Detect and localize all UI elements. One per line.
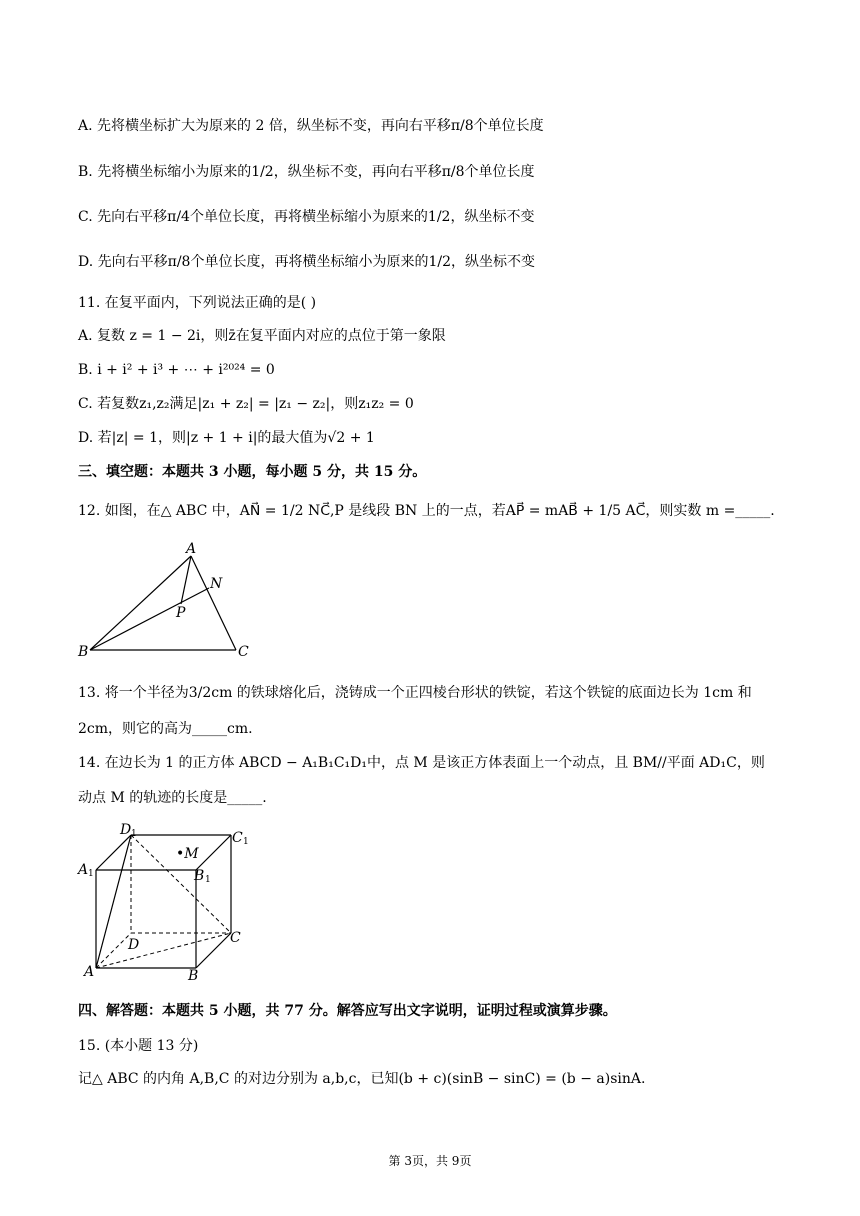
vertex-sub-a1: 1 [88, 869, 94, 879]
question-15-title: 15. (本小题 13 分) [78, 1038, 199, 1054]
option-10d: D. 先向右平移π/8个单位长度，再将横坐标缩小为原来的1/2，纵坐标不变 [78, 254, 535, 270]
vertex-label-d1: D [120, 822, 132, 838]
option-11a: A. 复数 z = 1 − 2i，则z̄在复平面内对应的点位于第一象限 [78, 328, 446, 344]
question-14-line2: 动点 M 的轨迹的长度是_____. [78, 790, 267, 806]
point-label-n: N [210, 576, 223, 592]
triangle-figure [76, 538, 256, 662]
vertex-label-c: C [238, 644, 249, 660]
vertex-label-d: D [128, 937, 140, 953]
question-13-line2: 2cm，则它的高为_____cm. [78, 721, 253, 737]
vertex-label-a1: A [78, 862, 89, 878]
question-15-body: 记△ ABC 的内角 A,B,C 的对边分别为 a,b,c，已知(b + c)(sinB − sinC) = (b − a)sinA. [78, 1071, 646, 1087]
option-11d: D. 若|z| = 1，则|z + 1 + i|的最大值为√2 + 1 [78, 430, 375, 446]
page-footer: 第 3页，共 9页 [388, 1154, 472, 1168]
option-10a: A. 先将横坐标扩大为原来的 2 倍，纵坐标不变，再向右平移π/8个单位长度 [78, 118, 544, 134]
section-3-heading: 三、填空题：本题共 3 小题，每小题 5 分，共 15 分。 [78, 464, 427, 480]
question-11: 11. 在复平面内，下列说法正确的是( ) [78, 295, 317, 311]
vertex-sub-c1: 1 [243, 837, 249, 847]
vertex-label-b: B [78, 644, 89, 660]
vertex-sub-d1: 1 [131, 829, 137, 839]
point-label-m: •M [176, 846, 199, 862]
vertex-label-a: A [84, 964, 95, 980]
option-11b: B. i + i² + i³ + ⋯ + i²⁰²⁴ = 0 [78, 362, 275, 378]
vertex-label-c: C [230, 930, 241, 946]
option-10b: B. 先将横坐标缩小为原来的1/2，纵坐标不变，再向右平移π/8个单位长度 [78, 164, 535, 180]
vertex-label-b: B [188, 968, 199, 984]
question-13-line1: 13. 将一个半径为3/2cm 的铁球熔化后，浇铸成一个正四棱台形状的铁锭，若这个铁锭的底面边长为 1cm 和 [78, 685, 752, 701]
vertex-label-a: A [186, 541, 197, 557]
vertex-label-b1: B [194, 868, 205, 884]
question-14-line1: 14. 在边长为 1 的正方体 ABCD − A₁B₁C₁D₁中，点 M 是该正方体表面上一个动点，且 BM//平面 AD₁C，则 [78, 755, 765, 771]
vertex-label-c1: C [232, 830, 243, 846]
option-10c: C. 先向右平移π/4个单位长度，再将横坐标缩小为原来的1/2，纵坐标不变 [78, 209, 535, 225]
cube-figure [76, 818, 266, 988]
section-4-heading: 四、解答题：本题共 5 小题，共 77 分。解答应写出文字说明，证明过程或演算步骤。 [78, 1003, 617, 1019]
option-11c: C. 若复数z₁,z₂满足|z₁ + z₂| = |z₁ − z₂|，则z₁z₂ = 0 [78, 396, 414, 412]
point-label-p: P [176, 605, 186, 621]
question-12: 12. 如图，在△ ABC 中，AN⃗ = 1/2 NC⃗,P 是线段 BN 上的一点，若AP⃗ = mAB⃗ + 1/5 AC⃗，则实数 m =_____. [78, 503, 775, 519]
vertex-sub-b1: 1 [205, 875, 211, 885]
